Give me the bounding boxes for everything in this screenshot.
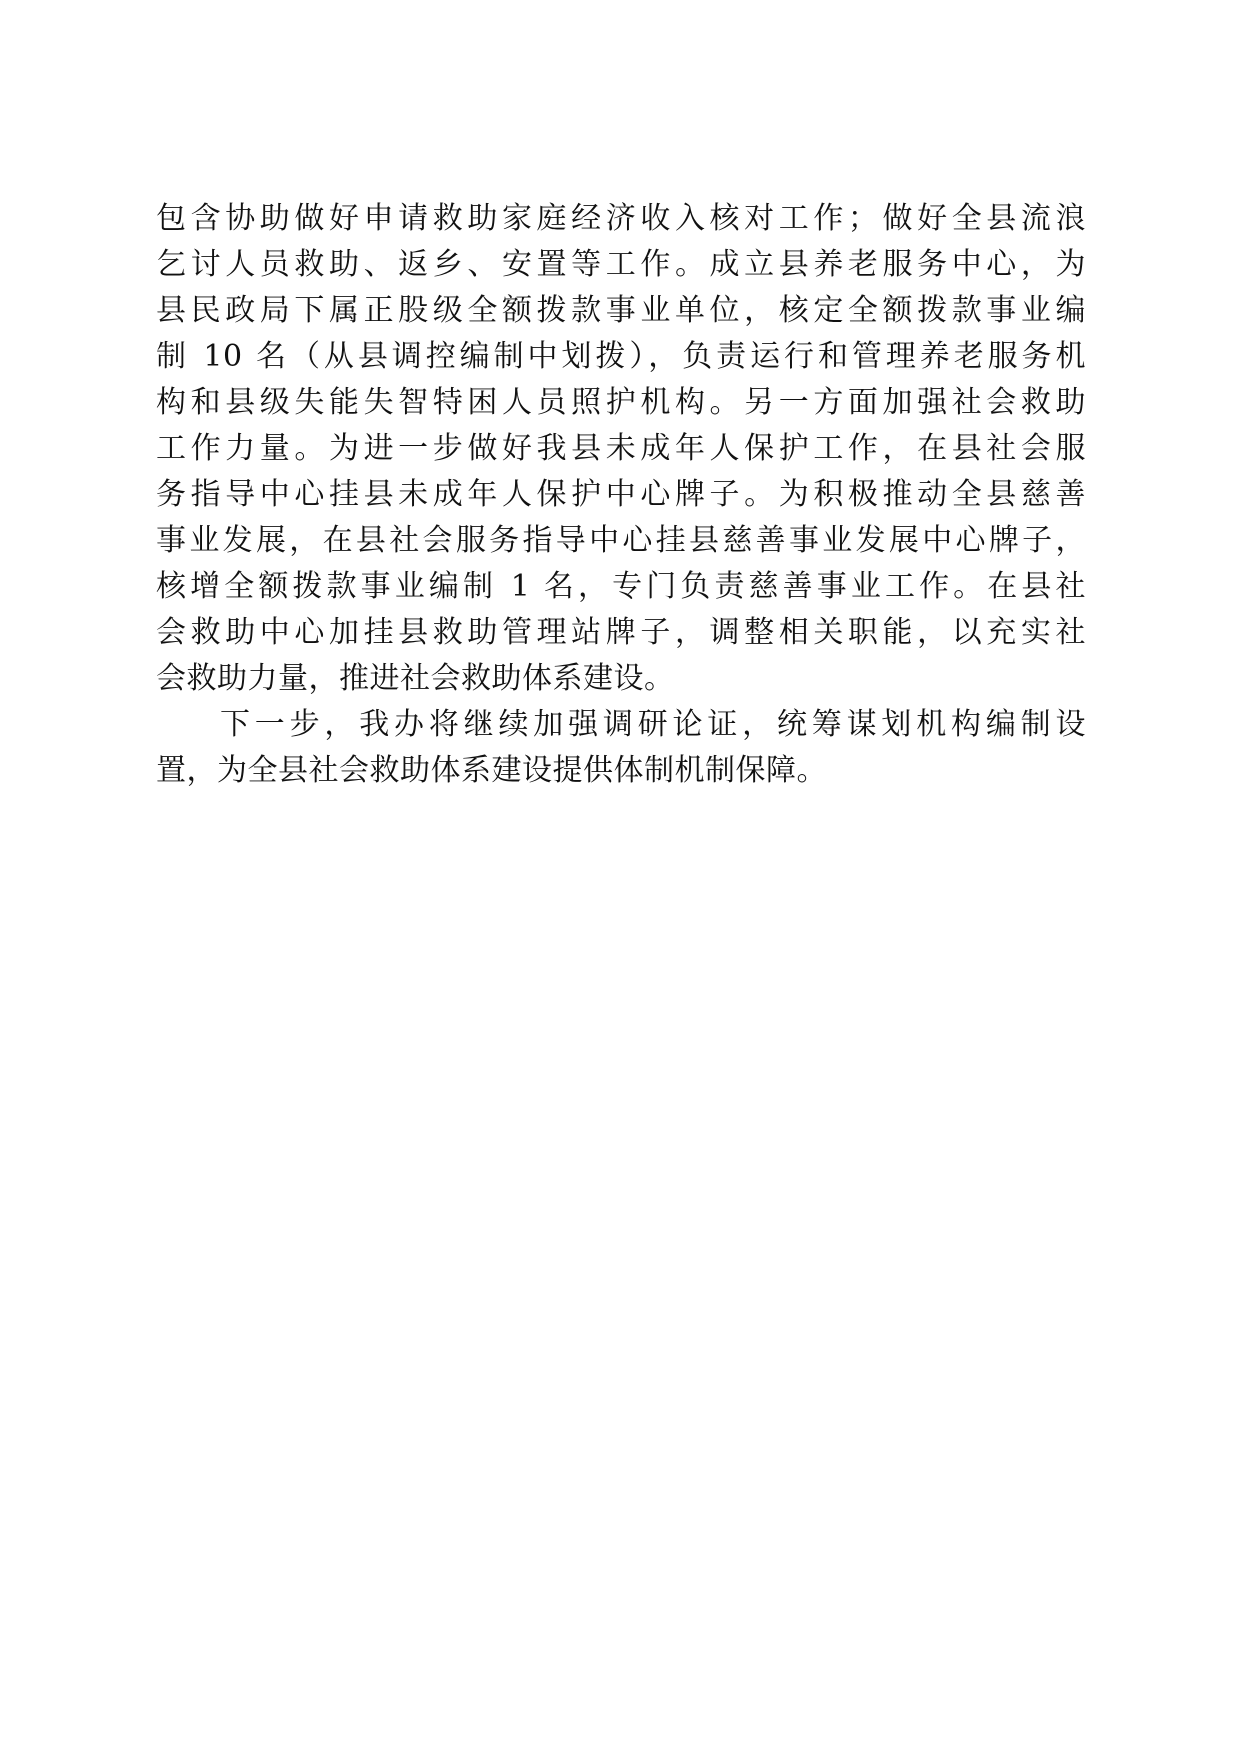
text-line: 工作力量。为进一步做好我县未成年人保护工作，在县社会服: [156, 431, 1086, 466]
text-line: 事业发展，在县社会服务指导中心挂县慈善事业发展中心牌子，: [156, 523, 1086, 558]
text-line: 务指导中心挂县未成年人保护中心牌子。为积极推动全县慈善: [156, 477, 1086, 512]
text-line: 包含协助做好申请救助家庭经济收入核对工作；做好全县流浪: [156, 201, 1086, 236]
text-line: 置，为全县社会救助体系建设提供体制机制保障。: [156, 753, 827, 788]
text-line: 会救助力量，推进社会救助体系建设。: [156, 661, 675, 696]
text-line: 乞讨人员救助、返乡、安置等工作。成立县养老服务中心，为: [156, 247, 1086, 282]
text-line: 县民政局下属正股级全额拨款事业单位，核定全额拨款事业编: [156, 293, 1086, 328]
text-line: 构和县级失能失智特困人员照护机构。另一方面加强社会救助: [156, 385, 1086, 420]
text-line: 会救助中心加挂县救助管理站牌子，调整相关职能，以充实社: [156, 615, 1086, 650]
text-line: 制 10 名（从县调控编制中划拨），负责运行和管理养老服务机: [156, 339, 1086, 374]
paragraph-1: [156, 196, 1086, 702]
document-body: [156, 196, 1086, 794]
text-line: 核增全额拨款事业编制 1 名，专门负责慈善事业工作。在县社: [156, 569, 1086, 604]
text-line: 下一步，我办将继续加强调研论证，统筹谋划机构编制设: [220, 707, 1086, 742]
paragraph-2: [156, 702, 1086, 794]
